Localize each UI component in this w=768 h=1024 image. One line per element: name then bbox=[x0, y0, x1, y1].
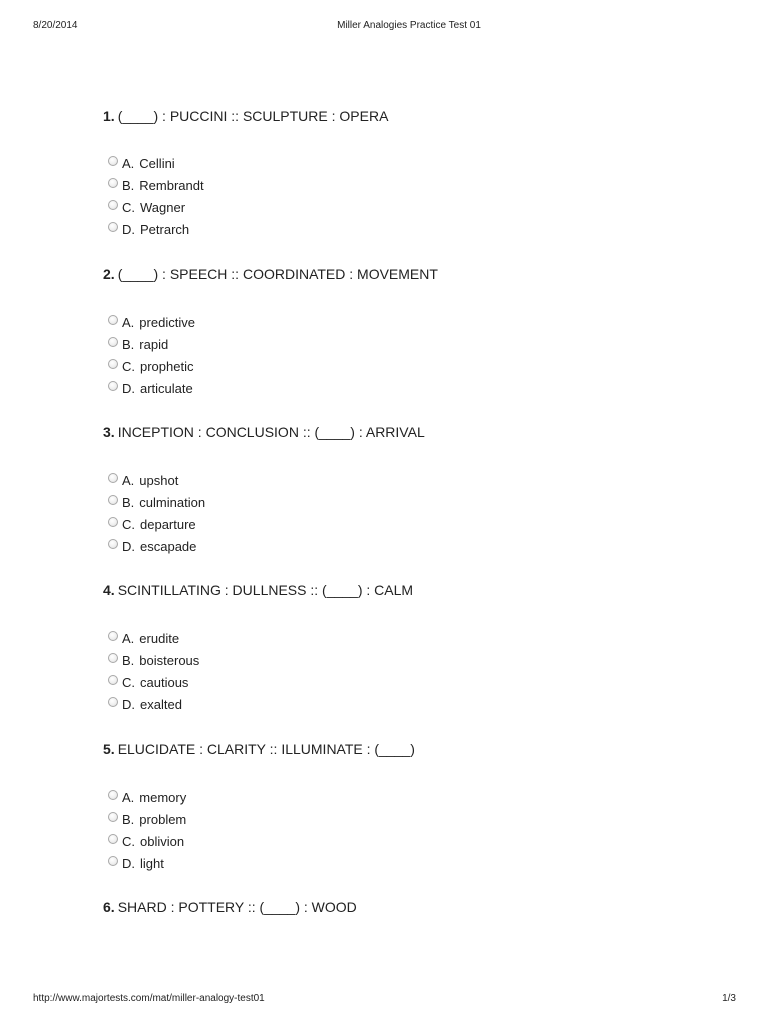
radio-button[interactable] bbox=[108, 200, 118, 210]
option-letter: A. bbox=[122, 155, 135, 171]
question-number: 1. bbox=[103, 108, 115, 124]
option-text: Wagner bbox=[140, 199, 186, 215]
option-text: culmination bbox=[139, 494, 206, 510]
option-text: rapid bbox=[139, 336, 169, 352]
question-6 bbox=[103, 899, 357, 915]
option-d[interactable] bbox=[108, 218, 204, 240]
option-b[interactable] bbox=[108, 174, 204, 196]
radio-button[interactable] bbox=[108, 178, 118, 188]
option-text: light bbox=[140, 855, 164, 871]
page-number: 1/3 bbox=[722, 993, 736, 1004]
radio-button[interactable] bbox=[108, 381, 118, 391]
option-letter: B. bbox=[122, 494, 135, 510]
question-5 bbox=[103, 741, 415, 757]
question-1-options bbox=[108, 152, 204, 240]
option-text: memory bbox=[139, 789, 187, 805]
option-letter: D. bbox=[122, 221, 135, 237]
question-2 bbox=[103, 266, 438, 282]
option-letter: B. bbox=[122, 652, 135, 668]
option-letter: B. bbox=[122, 336, 135, 352]
radio-button[interactable] bbox=[108, 653, 118, 663]
question-text: (____) : PUCCINI :: SCULPTURE : OPERA bbox=[117, 108, 389, 124]
print-date: 8/20/2014 bbox=[33, 20, 78, 31]
radio-button[interactable] bbox=[108, 812, 118, 822]
option-text: Rembrandt bbox=[139, 177, 204, 193]
option-b[interactable] bbox=[108, 808, 186, 830]
radio-button[interactable] bbox=[108, 856, 118, 866]
option-letter: D. bbox=[122, 855, 135, 871]
option-letter: A. bbox=[122, 472, 135, 488]
question-number: 6. bbox=[103, 899, 115, 915]
question-number: 4. bbox=[103, 582, 115, 598]
option-text: Petrarch bbox=[140, 221, 190, 237]
option-letter: C. bbox=[122, 674, 135, 690]
radio-button[interactable] bbox=[108, 156, 118, 166]
radio-button[interactable] bbox=[108, 631, 118, 641]
option-c[interactable] bbox=[108, 671, 199, 693]
option-text: escapade bbox=[140, 538, 197, 554]
question-number: 5. bbox=[103, 741, 115, 757]
option-b[interactable] bbox=[108, 649, 199, 671]
option-letter: B. bbox=[122, 177, 135, 193]
option-text: Cellini bbox=[139, 155, 175, 171]
radio-button[interactable] bbox=[108, 834, 118, 844]
option-text: problem bbox=[139, 811, 187, 827]
option-a[interactable] bbox=[108, 786, 186, 808]
option-a[interactable] bbox=[108, 152, 204, 174]
radio-button[interactable] bbox=[108, 315, 118, 325]
option-d[interactable] bbox=[108, 535, 205, 557]
option-text: prophetic bbox=[140, 358, 194, 374]
question-4 bbox=[103, 582, 413, 598]
question-text: SHARD : POTTERY :: (____) : WOOD bbox=[117, 899, 357, 915]
option-text: exalted bbox=[140, 696, 182, 712]
radio-button[interactable] bbox=[108, 539, 118, 549]
radio-button[interactable] bbox=[108, 675, 118, 685]
option-text: boisterous bbox=[139, 652, 200, 668]
option-letter: C. bbox=[122, 358, 135, 374]
option-c[interactable] bbox=[108, 830, 186, 852]
option-letter: C. bbox=[122, 199, 135, 215]
option-letter: A. bbox=[122, 789, 135, 805]
question-number: 2. bbox=[103, 266, 115, 282]
radio-button[interactable] bbox=[108, 473, 118, 483]
radio-button[interactable] bbox=[108, 697, 118, 707]
question-text: ELUCIDATE : CLARITY :: ILLUMINATE : (____) bbox=[117, 741, 415, 757]
option-a[interactable] bbox=[108, 311, 195, 333]
question-3-options bbox=[108, 469, 205, 557]
option-letter: C. bbox=[122, 516, 135, 532]
radio-button[interactable] bbox=[108, 222, 118, 232]
option-b[interactable] bbox=[108, 333, 195, 355]
option-letter: D. bbox=[122, 380, 135, 396]
radio-button[interactable] bbox=[108, 359, 118, 369]
option-letter: B. bbox=[122, 811, 135, 827]
option-letter: D. bbox=[122, 538, 135, 554]
question-4-options bbox=[108, 627, 199, 715]
option-text: cautious bbox=[140, 674, 189, 690]
footer-url: http://www.majortests.com/mat/miller-analogy-test01 bbox=[33, 993, 265, 1004]
option-text: departure bbox=[140, 516, 196, 532]
option-a[interactable] bbox=[108, 469, 205, 491]
option-letter: A. bbox=[122, 630, 135, 646]
option-c[interactable] bbox=[108, 513, 205, 535]
option-d[interactable] bbox=[108, 693, 199, 715]
question-5-options bbox=[108, 786, 186, 874]
question-text: SCINTILLATING : DULLNESS :: (____) : CALM bbox=[117, 582, 414, 598]
document-title: Miller Analogies Practice Test 01 bbox=[337, 20, 481, 31]
radio-button[interactable] bbox=[108, 517, 118, 527]
question-text: (____) : SPEECH :: COORDINATED : MOVEMENT bbox=[117, 266, 438, 282]
option-d[interactable] bbox=[108, 377, 195, 399]
question-2-options bbox=[108, 311, 195, 399]
option-a[interactable] bbox=[108, 627, 199, 649]
option-letter: C. bbox=[122, 833, 135, 849]
option-text: erudite bbox=[139, 630, 180, 646]
option-b[interactable] bbox=[108, 491, 205, 513]
question-text: INCEPTION : CONCLUSION :: (____) : ARRIVAL bbox=[117, 424, 425, 440]
option-text: oblivion bbox=[140, 833, 185, 849]
question-1 bbox=[103, 108, 388, 124]
radio-button[interactable] bbox=[108, 495, 118, 505]
option-text: articulate bbox=[140, 380, 193, 396]
option-letter: A. bbox=[122, 314, 135, 330]
option-c[interactable] bbox=[108, 355, 195, 377]
radio-button[interactable] bbox=[108, 790, 118, 800]
option-text: upshot bbox=[139, 472, 179, 488]
option-letter: D. bbox=[122, 696, 135, 712]
option-text: predictive bbox=[139, 314, 195, 330]
option-d[interactable] bbox=[108, 852, 186, 874]
question-number: 3. bbox=[103, 424, 115, 440]
radio-button[interactable] bbox=[108, 337, 118, 347]
option-c[interactable] bbox=[108, 196, 204, 218]
question-3 bbox=[103, 424, 425, 440]
